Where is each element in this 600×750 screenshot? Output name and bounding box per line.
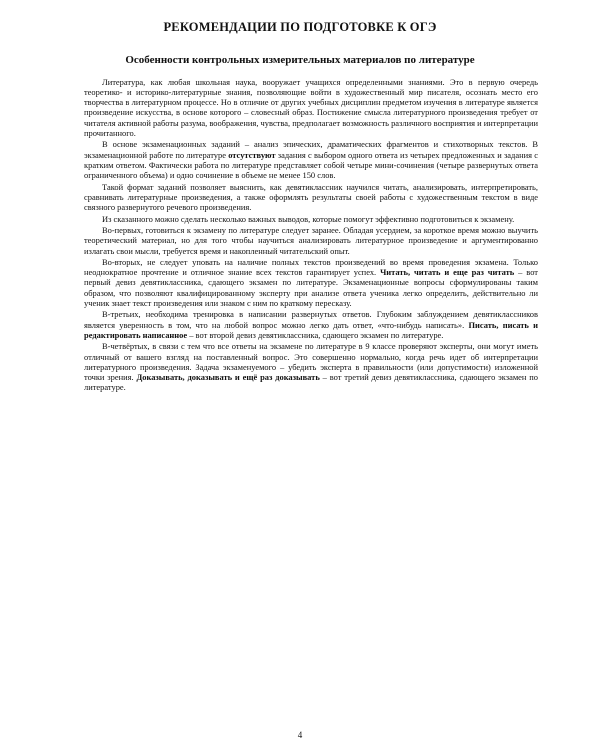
paragraph-third: [84, 309, 538, 339]
page-number: 4: [297, 730, 303, 740]
page-title: РЕКОМЕНДАЦИИ ПО ПОДГОТОВКЕ К ОГЭ: [163, 20, 437, 34]
paragraph-text: задания с выбором одного ответа из четырех предложенных и задания с кратким ответом. Фактически работа по литературе представляет собой четыре мини-сочинения (четыре развернутых ответа ограниченного объема) и одно сочинение в объеме не менее 150 слов.: [84, 149, 538, 180]
paragraph-text: – вот второй девиз девятиклассника, сдающего экзамен по литературе.: [187, 329, 444, 340]
section-subtitle: Особенности контрольных измерительных материалов по литературе: [125, 54, 475, 66]
paragraph-conclusions: Из сказанного можно сделать несколько важных выводов, которые помогут эффективно подготовиться к экзамену.: [102, 213, 515, 224]
paragraph-format: Такой формат заданий позволяет выяснить, как девятиклассник научился читать, анализировать, интерпретировать, сравнивать литературные произведения, а также оформлять результаты своей работы с художественным текстом в виде связного развернутого речевого произведения.: [84, 181, 538, 212]
paragraph-intro: Литература, как любая школьная наука, вооружает учащихся определенными знаниями. Это в первую очередь теоретико- и историко-литературные знания, позволяющие войти в художественный мир писателя, осознать место его творчества в литературном процессе. Но в отличие от других учебных дисциплин предметом изучения в литературе является произведение искусства, в основе которого – словесный образ. Постижение смысла литературного произведения требует от читателя активной работы разума, воображения, чувства, предполагает возможность различного восприятия и интерпретации прочитанного.: [84, 77, 538, 138]
paragraph-text: В основе экзаменационных заданий – анализ эпических, драматических фрагментов и стихотворных текстов. В экзаменационной работе по литературе: [84, 139, 538, 160]
paragraph-text: Во-вторых, не следует уповать на наличие полных текстов произведений во время проведения экзамена. Только неоднократное прочтение и отличное знание всех текстов гарантирует успех.: [84, 257, 538, 278]
paragraph-text: В-третьих, необходима тренировка в написании развернутых ответов. Глубоким заблуждением девятиклассников является уверенность в том, что на любой вопрос можно легко дать ответ, «что-нибудь написать».: [84, 309, 538, 330]
paragraph-text: В-четвёртых, в связи с тем что все ответы на экзамене по литературе в 9 классе проверяют эксперты, они могут иметь отличный от вашего взгляд на поставленный вопрос. Это совершенно нормально, когда речь идет об интерпретации литературного произведения. Задача экзаменуемого – убедить эксперта в правильности (или допустимости) изложенной точки зрения.: [84, 341, 538, 382]
emphasis-absent: отсутствуют: [228, 149, 276, 160]
paragraph-fourth: [84, 341, 538, 392]
paragraph-text: – вот третий девиз девятиклассника, сдающего экзамен по литературе.: [84, 371, 538, 393]
document-body: [84, 77, 538, 394]
paragraph-text: – вот первый девиз девятиклассника, сдающего экзамен по литературе. Экзаменационные вопросы сформулированы таким образом, что позволяют квалифицированному эксперту при анализе ответа ученика легко определить, действительно ли ученик знает текст произведения или знаком с ним по краткому пересказу.: [84, 267, 538, 308]
motto-first: Читать, читать и еще раз читать: [380, 267, 515, 278]
paragraph-second: [84, 257, 538, 308]
paragraph-exam-basis: [84, 139, 538, 180]
motto-third: Доказывать, доказывать и ещё раз доказывать: [136, 371, 320, 382]
motto-second: Писать, писать и редактировать написанное: [84, 319, 538, 340]
paragraph-first: Во-первых, готовиться к экзамену по литературе следует заранее. Обладая усердием, за короткое время можно выучить теоретический материал, но для того чтобы научиться анализировать литературное произведение и аргументированно излагать свои мысли, требуется время и накопленный читательский опыт.: [84, 225, 538, 256]
